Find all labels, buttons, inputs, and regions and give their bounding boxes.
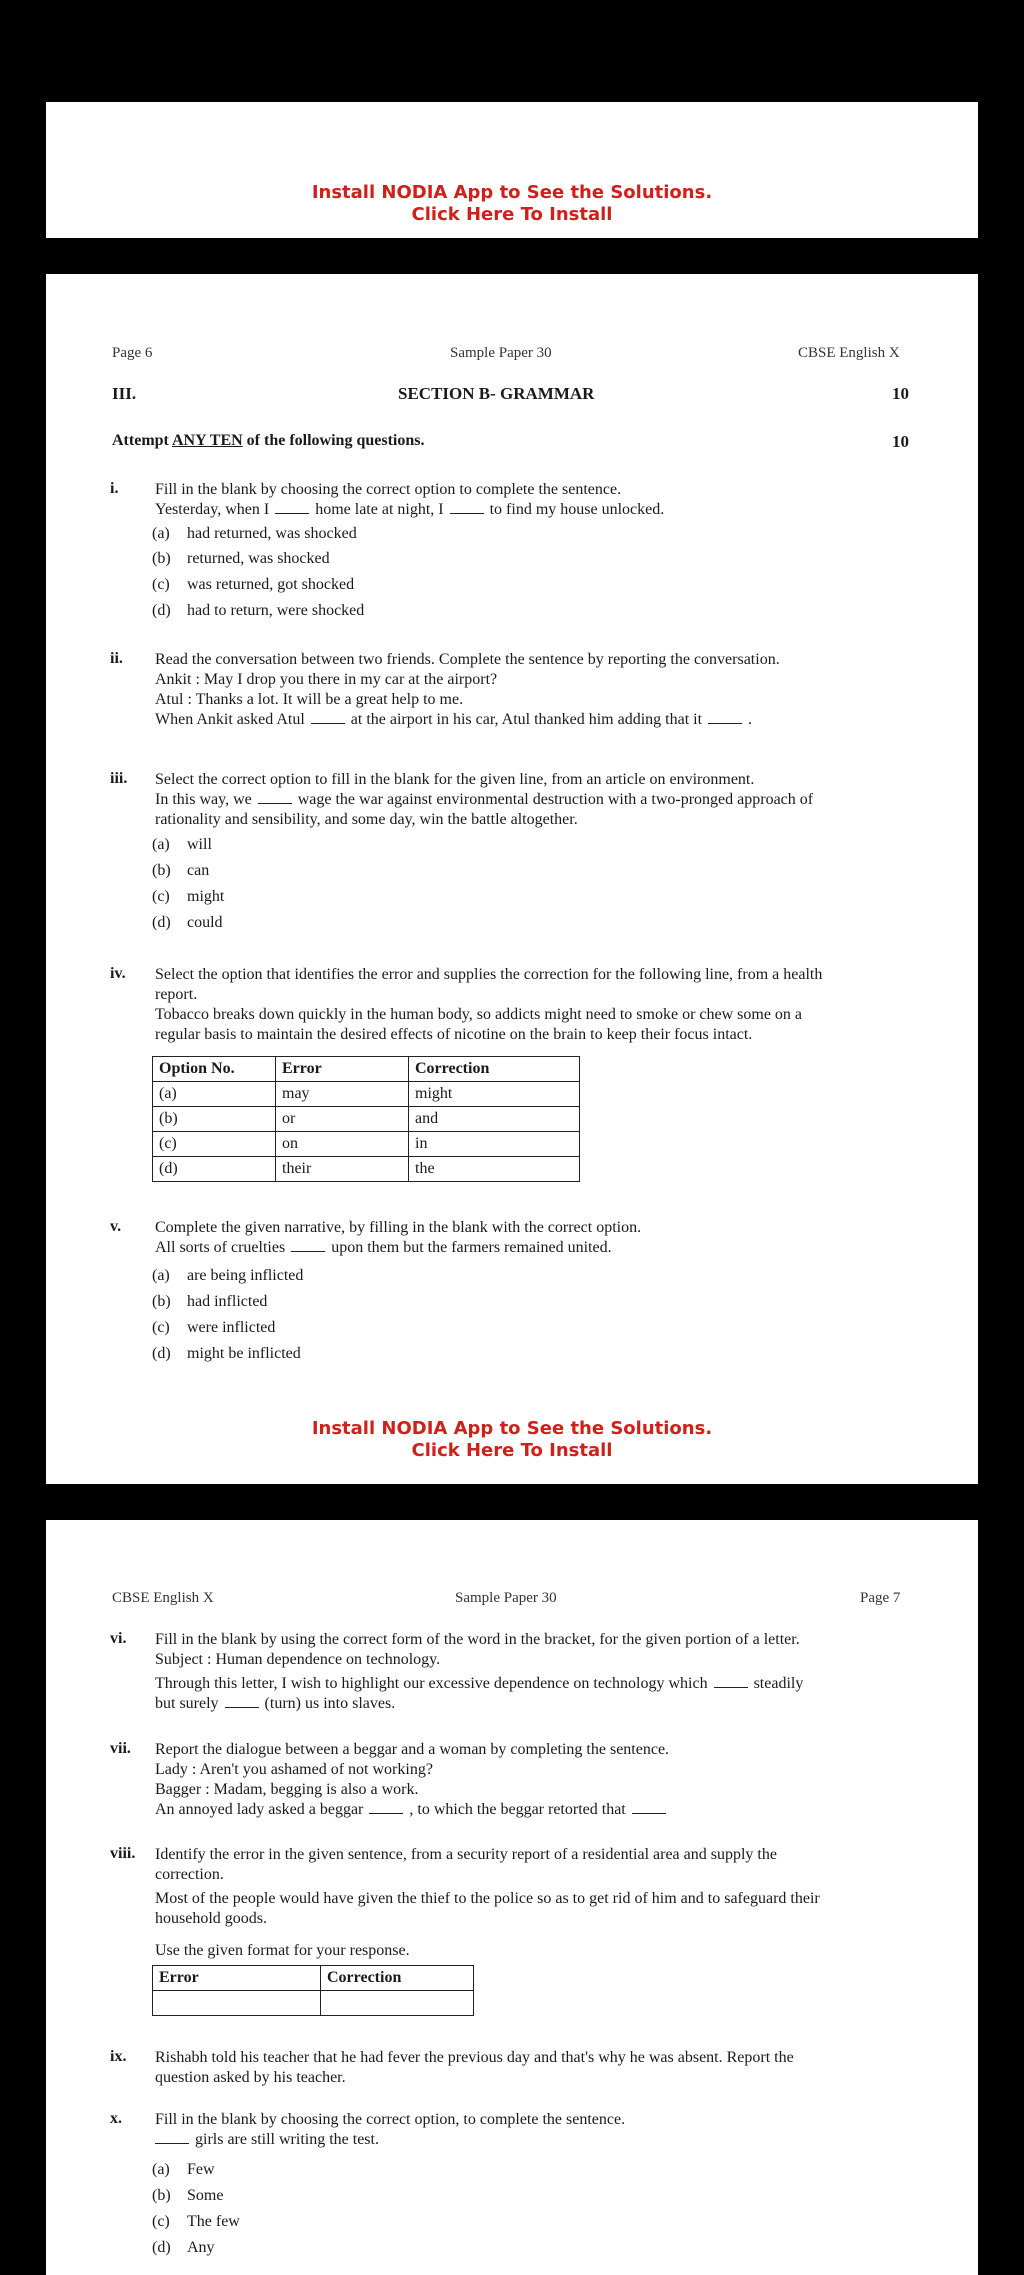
- section-title: SECTION B- GRAMMAR: [398, 384, 595, 403]
- subject-title: CBSE English X: [798, 345, 900, 361]
- question-7: Report the dialogue between a beggar and a woman by completing the sentence. Lady : Aren't you ashamed of not working? Bagger : Madam, begging is also a work. An annoyed lady asked a beggar , to which the beggar retorted that: [155, 1741, 670, 1818]
- option: (b) Some: [152, 2187, 224, 2204]
- page-number: Page 6: [112, 345, 153, 361]
- page-number: Page 7: [860, 1590, 901, 1606]
- question-9: Rishabh told his teacher that he had fever the previous day and that's why he was absent. Report the question asked by his teacher.: [155, 2049, 794, 2086]
- option: (a) will: [152, 836, 212, 853]
- option: (c) The few: [152, 2213, 240, 2230]
- error-correction-table: [152, 1056, 580, 1182]
- table-header-row: Error Correction: [153, 1966, 474, 1991]
- attempt-marks: 10: [892, 432, 909, 451]
- question-5: Complete the given narrative, by filling in the blank with the correct option. All sorts of cruelties upon them but the farmers remained united.: [155, 1219, 642, 1256]
- install-banner-middle[interactable]: [46, 1418, 978, 1462]
- paper-title: Sample Paper 30: [450, 345, 552, 361]
- install-banner-top[interactable]: [46, 102, 978, 238]
- question-number: ii.: [110, 650, 123, 667]
- banner-line-1: Install NODIA App to See the Solutions.: [311, 1418, 713, 1439]
- question-number: v.: [110, 1218, 122, 1235]
- question-10: Fill in the blank by choosing the correct option, to complete the sentence. girls are still writing the test.: [155, 2111, 626, 2148]
- question-number: ix.: [110, 2048, 127, 2065]
- option: (b) returned, was shocked: [152, 550, 330, 567]
- table-header-row: Option No. Error Correction: [153, 1057, 580, 1082]
- option: (d) Any: [152, 2239, 215, 2256]
- question-number: iii.: [110, 770, 128, 787]
- table-row: (a) may might: [153, 1082, 580, 1107]
- option: (a) had returned, was shocked: [152, 525, 357, 542]
- question-6: Fill in the blank by using the correct form of the word in the bracket, for the given portion of a letter. Subject : Human dependence on technology. Through this letter, I wish to highlight our excessive dependence on technology which steadily but surely (turn) us into slaves.: [155, 1631, 804, 1712]
- option: (c) was returned, got shocked: [152, 576, 355, 593]
- question-number: i.: [110, 480, 119, 497]
- question-1: Fill in the blank by choosing the correct option to complete the sentence. Yesterday, when I home late at night, I to find my house unlocked.: [155, 481, 665, 518]
- question-number: vi.: [110, 1630, 127, 1647]
- section-number: III.: [112, 384, 137, 403]
- question-number: viii.: [110, 1845, 136, 1862]
- banner-link-install[interactable]: Click Here To Install: [411, 204, 613, 225]
- option: (a) Few: [152, 2161, 215, 2178]
- option: (d) might be inflicted: [152, 1345, 301, 1362]
- table-row: [153, 1991, 474, 2016]
- section-marks: 10: [892, 384, 909, 403]
- paper-title: Sample Paper 30: [455, 1590, 557, 1606]
- question-number: vii.: [110, 1740, 131, 1757]
- subject-title: CBSE English X: [112, 1590, 214, 1606]
- option: (c) might: [152, 888, 225, 905]
- option: (c) were inflicted: [152, 1319, 276, 1336]
- question-3: Select the correct option to fill in the blank for the given line, from an article on environment. In this way, we wage the war against environmental destruction with a two-pronged approach of rationality and sensibility, and some day, win the battle altogether.: [155, 771, 814, 828]
- option: (b) can: [152, 862, 210, 879]
- question-number: x.: [110, 2110, 122, 2127]
- option: (a) are being inflicted: [152, 1267, 304, 1284]
- question-number: iv.: [110, 965, 126, 982]
- option: (b) had inflicted: [152, 1293, 268, 1310]
- question-8: Identify the error in the given sentence, from a security report of a residential area and supply the correction. Most of the people would have given the thief to the police so as to get rid of him and to safeguard their household goods. Use the given format for your response.: [155, 1846, 820, 1959]
- table-row: (c) on in: [153, 1132, 580, 1157]
- banner-line-1: Install NODIA App to See the Solutions.: [311, 182, 713, 203]
- response-format-table: [152, 1965, 474, 2016]
- banner-link-install[interactable]: Click Here To Install: [411, 1440, 613, 1461]
- option: (d) could: [152, 914, 223, 931]
- attempt-instruction: Attempt ANY TEN of the following questions.: [112, 432, 425, 449]
- table-row: (b) or and: [153, 1107, 580, 1132]
- question-4: Select the option that identifies the error and supplies the correction for the following line, from a health report. Tobacco breaks down quickly in the human body, so addicts might need to smoke or chew some on a regular basis to maintain the desired effects of nicotine on the brain to keep their focus intact.: [155, 966, 823, 1043]
- option: (d) had to return, were shocked: [152, 602, 365, 619]
- question-2: Read the conversation between two friends. Complete the sentence by reporting the conversation. Ankit : May I drop you there in my car at the airport? Atul : Thanks a lot. It will be a great help to me. When Ankit asked Atul at the airport in his car, Atul thanked him adding that it .: [155, 651, 780, 728]
- table-row: (d) their the: [153, 1157, 580, 1182]
